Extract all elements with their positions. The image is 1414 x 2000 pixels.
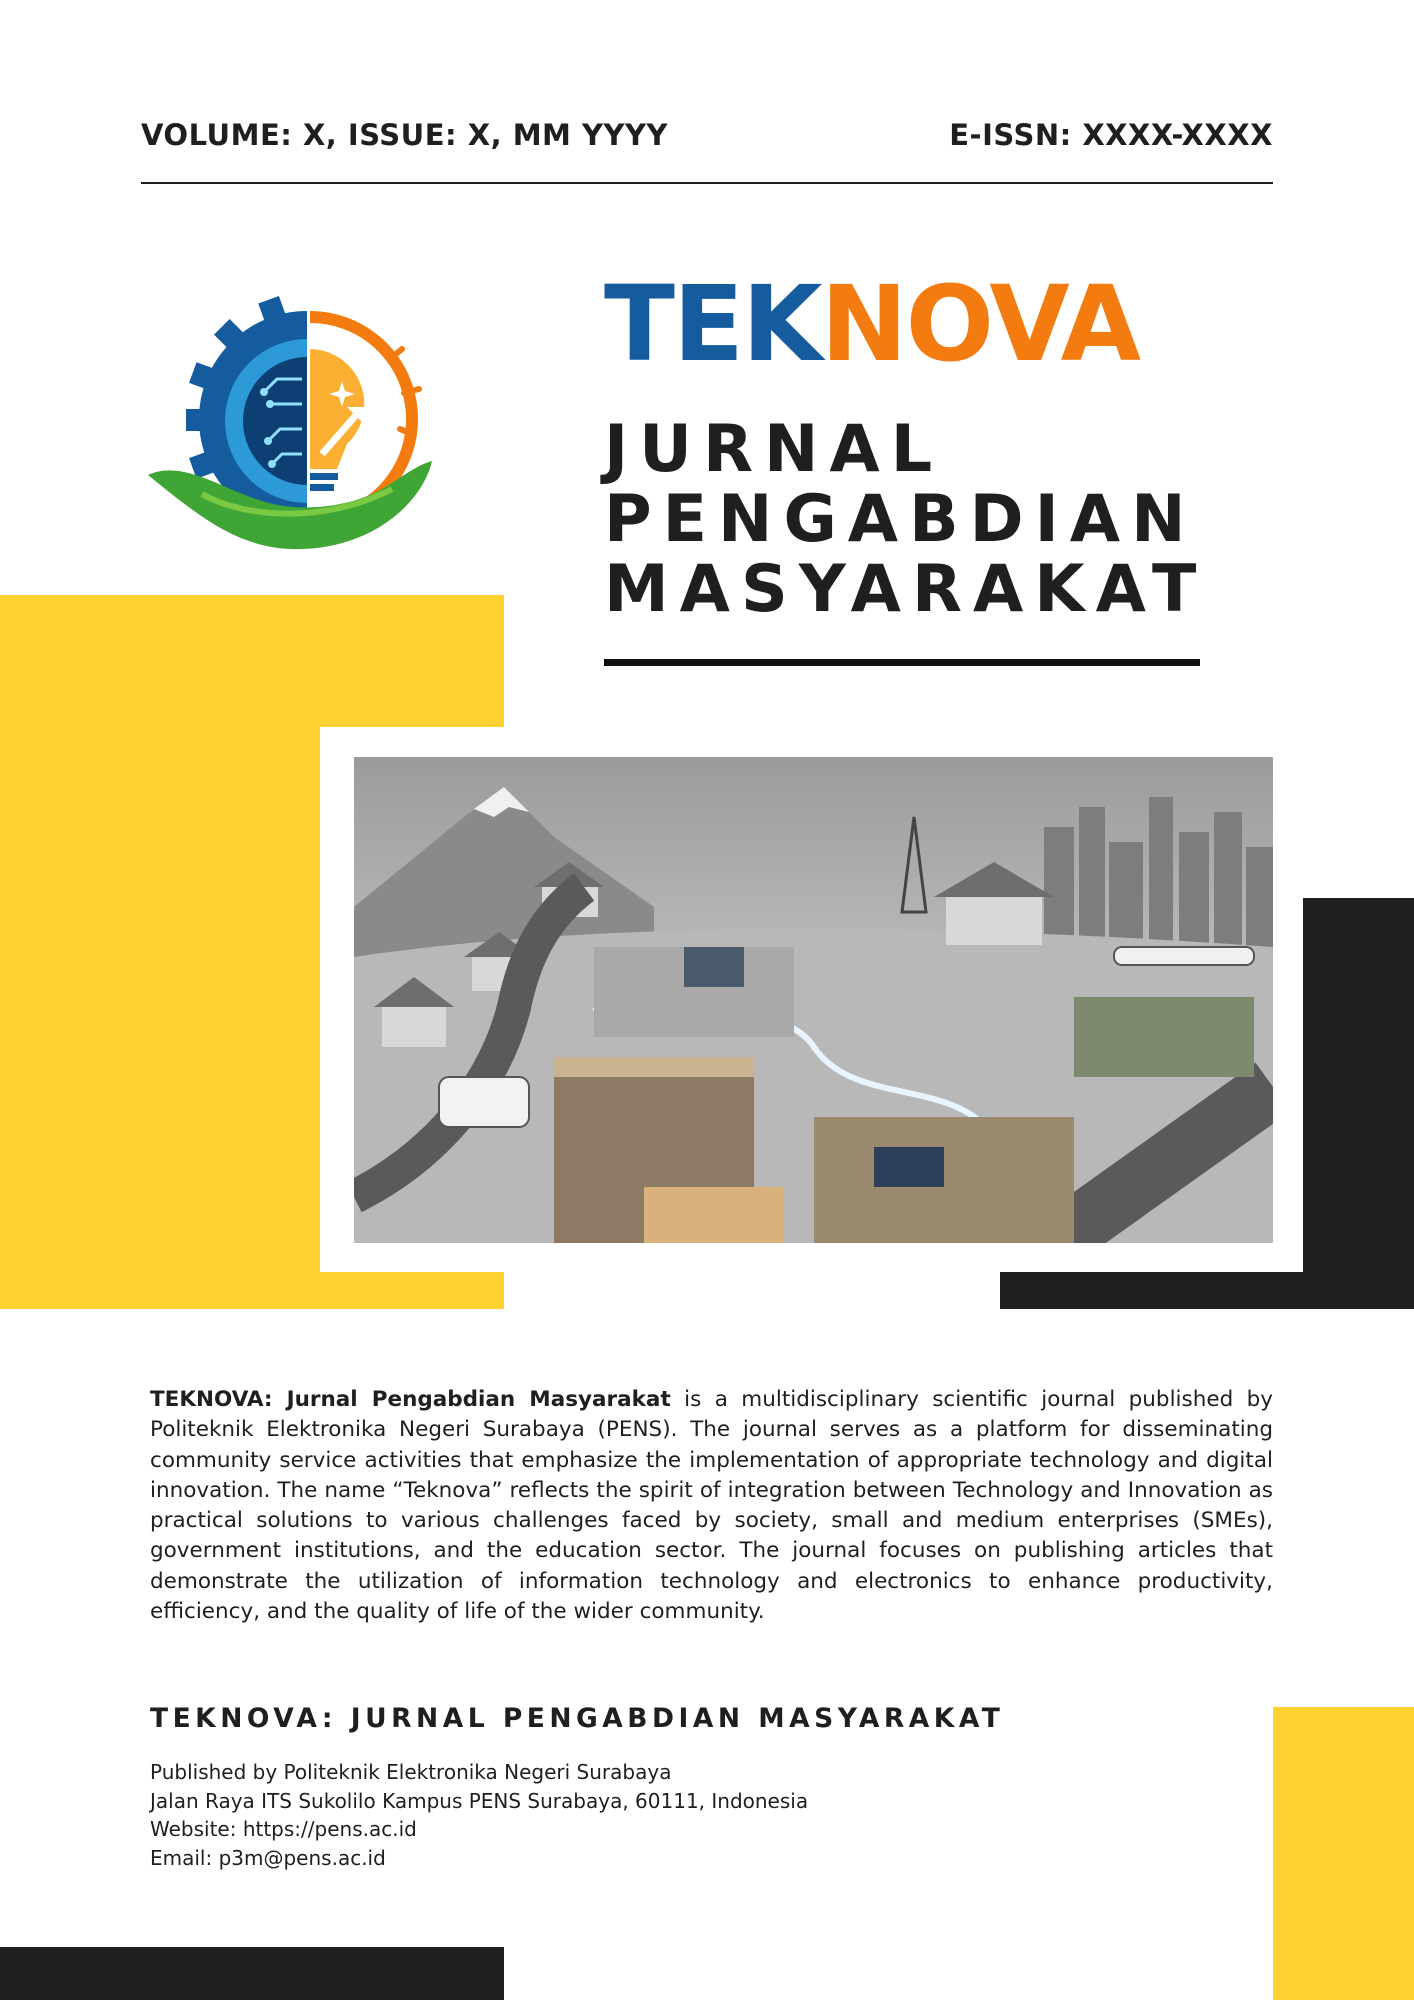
journal-brand <box>604 263 1140 385</box>
publisher-info <box>150 1758 808 1872</box>
yellow-block-bottom-right <box>1273 1707 1414 2000</box>
bus <box>439 1077 529 1127</box>
header-divider <box>141 182 1273 184</box>
journal-description <box>150 1385 1273 1627</box>
subtitle-line: PENGABDIAN <box>604 482 1197 557</box>
teknova-logo <box>142 289 442 553</box>
train <box>1114 947 1254 965</box>
volume-issue-label: VOLUME: X, ISSUE: X, MM YYYY <box>141 118 669 152</box>
description-body: is a multidisciplinary scientific journal published by Politeknik Elektronika Negeri Surabaya (PENS). The journal serves as a platform for disseminating community service activities that emphasize the implementation of appropriate technology and digital innovation. The name “Teknova” reflects the spirit of integration between Technology and Innovation as practical solutions to various challenges faced by society, small and medium enterprises (SMEs), government institutions, and the education sector. The journal focuses on publishing articles that demonstrate the utilization of information technology and electronics to enhance productivity, efficiency, and the quality of life of the wider community. <box>150 1387 1273 1625</box>
description-lead: TEKNOVA: Jurnal Pengabdian Masyarakat <box>150 1387 671 1412</box>
publisher-address: Jalan Raya ITS Sukolilo Kampus PENS Surabaya, 60111, Indonesia <box>150 1788 809 1813</box>
publisher-email: Email: p3m@pens.ac.id <box>150 1845 386 1870</box>
publisher-heading: TEKNOVA: JURNAL PENGABDIAN MASYARAKAT <box>150 1703 1005 1734</box>
brand-part-nova: NOVA <box>820 263 1140 385</box>
farm-field <box>1074 997 1254 1077</box>
publisher-website: Website: https://pens.ac.id <box>150 1817 417 1841</box>
eissn-label: E-ISSN: XXXX-XXXX <box>949 118 1273 152</box>
brand-part-tek: TEK <box>604 263 821 385</box>
publisher-line: Published by Politeknik Elektronika Negeri Surabaya <box>150 1760 672 1784</box>
journal-subtitle <box>604 412 1208 627</box>
subtitle-line: MASYARAKAT <box>604 552 1208 627</box>
dark-block-bottom-left <box>0 1947 504 2000</box>
title-underline <box>604 659 1200 666</box>
subtitle-line: JURNAL <box>604 412 944 487</box>
community-technology-illustration <box>354 757 1273 1243</box>
